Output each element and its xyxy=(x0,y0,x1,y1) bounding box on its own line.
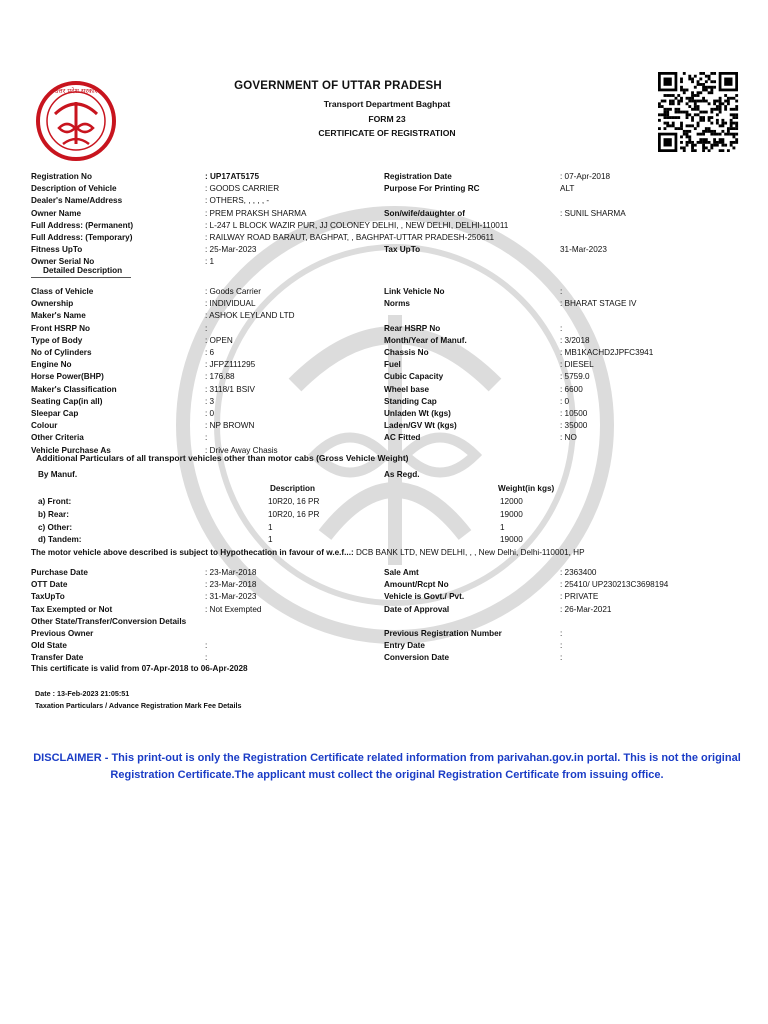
lower-date-of-approval-row xyxy=(384,599,611,617)
field-tax-upto-label: Tax UpTo xyxy=(384,245,421,255)
field-son-wife-daughter-of-value: : SUNIL SHARMA xyxy=(560,208,626,218)
field-purpose-for-printing-rc-row xyxy=(384,178,574,196)
field-tax-upto-row xyxy=(384,239,607,257)
description-column-header: Description xyxy=(270,484,316,493)
detail-type-of-body-value: : OPEN xyxy=(205,335,233,345)
lower-amount-rcpt-no-label: Amount/Rcpt No xyxy=(384,580,449,590)
lower-date-of-approval-label: Date of Approval xyxy=(384,604,450,614)
lower-old-state-value: : xyxy=(205,641,208,651)
field-purpose-for-printing-rc-value: ALT xyxy=(560,184,575,194)
lower-transfer-date-value: : xyxy=(205,653,208,663)
field-owner-name-value: : PREM PRAKSH SHARMA xyxy=(205,208,307,218)
axle-row-label: b) Rear: xyxy=(38,509,69,519)
axle-row-description: 10R20, 16 PR xyxy=(268,497,320,506)
lower-purchase-date-value: : 23-Mar-2018 xyxy=(205,568,257,577)
field-full-address-temporary-label: Full Address: (Temporary) xyxy=(31,233,133,242)
lower-taxupto-label: TaxUpTo xyxy=(31,592,65,602)
as-regd-label: As Regd. xyxy=(384,470,420,479)
field-tax-upto-value: 31-Mar-2023 xyxy=(560,245,607,255)
lower-taxupto-value: : 31-Mar-2023 xyxy=(205,592,257,602)
detail-colour-label: Colour xyxy=(31,421,58,431)
detail-norms-row xyxy=(384,293,636,311)
weight-column-header: Weight(in kgs) xyxy=(498,484,555,493)
detail-vehicle-purchase-as-value: : Drive Away Chasis xyxy=(205,445,278,455)
detail-laden-gv-wt-kgs-label: Laden/GV Wt (kgs) xyxy=(384,421,457,431)
field-dealer-s-name-address-value: : OTHERS, , , , , - xyxy=(205,196,270,206)
lower-sale-amt-value: : 2363400 xyxy=(560,568,597,577)
axle-row-label: c) Other: xyxy=(38,522,73,532)
field-registration-date-label: Registration Date xyxy=(384,172,452,181)
detailed-description-underline xyxy=(31,277,131,278)
field-full-address-permanent-value: : L-247 L BLOCK WAZIR PUR, JJ COLONEY DELHI, , NEW DELHI, DELHI-110011 xyxy=(205,220,509,230)
axle-row-description: 10R20, 16 PR xyxy=(268,509,320,519)
lower-entry-date-label: Entry Date xyxy=(384,641,425,651)
axle-row-label: d) Tandem: xyxy=(38,535,82,545)
axle-row-label: a) Front: xyxy=(38,497,72,506)
detail-ac-fitted-row xyxy=(384,427,577,445)
header-department: Transport Department Baghpat xyxy=(323,99,451,109)
detail-ac-fitted-label: AC Fitted xyxy=(384,433,421,443)
lower-vehicle-is-govt-pvt-label: Vehicle is Govt./ Pvt. xyxy=(384,592,465,602)
detail-vehicle-purchase-as-label: Vehicle Purchase As xyxy=(31,445,111,455)
axle-row-description: 1 xyxy=(268,535,273,545)
lower-tax-exempted-or-not-value: : Not Exempted xyxy=(205,604,262,614)
lower-old-state-label: Old State xyxy=(31,641,67,651)
detail-ac-fitted-value: : NO xyxy=(560,433,577,443)
detail-unladen-wt-kgs-label: Unladen Wt (kgs) xyxy=(384,409,451,418)
lower-conversion-date-label: Conversion Date xyxy=(384,653,450,663)
detailed-description-heading: Detailed Description xyxy=(43,266,123,275)
detail-norms-label: Norms xyxy=(384,299,410,309)
lower-amount-rcpt-no-value: : 25410/ UP230213C3698194 xyxy=(560,580,669,590)
field-description-of-vehicle-value: : GOODS CARRIER xyxy=(205,184,280,194)
field-owner-serial-no-label: Owner Serial No xyxy=(31,257,95,267)
detail-sleepar-cap-label: Sleepar Cap xyxy=(31,409,79,418)
detail-fuel-value: : DIESEL xyxy=(560,360,594,370)
axle-row-weight: 12000 xyxy=(500,497,523,506)
lower-sale-amt-label: Sale Amt xyxy=(384,568,419,577)
field-dealer-s-name-address-label: Dealer's Name/Address xyxy=(31,196,123,206)
lower-transfer-date-label: Transfer Date xyxy=(31,653,84,663)
detail-seating-cap-in-all-value: : 3 xyxy=(205,396,215,406)
detail-wheel-base-label: Wheel base xyxy=(384,384,430,394)
header-title: GOVERNMENT OF UTTAR PRADESH xyxy=(234,80,442,92)
detail-horse-power-bhp-value: : 176.88 xyxy=(205,372,235,382)
lower-ott-date-label: OTT Date xyxy=(31,580,68,590)
field-fitness-upto-value: : 25-Mar-2023 xyxy=(205,245,257,255)
detail-norms-value: : BHARAT STAGE IV xyxy=(560,299,637,309)
hypothecation-value: DCB BANK LTD, NEW DELHI, , , New Delhi, Delhi-110001, HP xyxy=(353,548,585,557)
detail-ownership-label: Ownership xyxy=(31,299,74,309)
detail-no-of-cylinders-value: : 6 xyxy=(205,348,215,357)
field-full-address-temporary-value: : RAILWAY ROAD BARAUT, BAGHPAT, , BAGHPAT-UTTAR PRADESH-250611 xyxy=(205,233,495,242)
by-manuf-label: By Manuf. xyxy=(38,470,78,479)
detail-sleepar-cap-value: : 0 xyxy=(205,409,215,418)
field-son-wife-daughter-of-row xyxy=(384,203,626,221)
validity-statement: This certificate is valid from 07-Apr-2018 to 06-Apr-2028 xyxy=(31,664,248,673)
detail-rear-hsrp-no-label: Rear HSRP No xyxy=(384,323,441,333)
taxation-particulars: Taxation Particulars / Advance Registration Mark Fee Details xyxy=(35,701,242,710)
disclaimer: DISCLAIMER - This print-out is only the Registration Certificate related information from parivahan.gov.in portal. This is not the original Registration Certificate.The applicant must collect the original Registration Certificate from issuing office. xyxy=(33,752,741,781)
detail-horse-power-bhp-label: Horse Power(BHP) xyxy=(31,372,104,382)
field-registration-no-label: Registration No xyxy=(31,172,92,181)
lower-conversion-date-value: : xyxy=(560,653,563,663)
detail-engine-no-label: Engine No xyxy=(31,360,72,370)
detail-chassis-no-value: : MB1KACHD2JPFC3941 xyxy=(560,348,654,357)
lower-vehicle-is-govt-pvt-value: : PRIVATE xyxy=(560,592,599,602)
detail-laden-gv-wt-kgs-value: : 35000 xyxy=(560,421,588,431)
detail-engine-no-value: : JFPZ111295 xyxy=(205,360,256,370)
lower-other-state-transfer-conversion-details-label: Other State/Transfer/Conversion Details xyxy=(31,616,187,626)
lower-date-of-approval-value: : 26-Mar-2021 xyxy=(560,604,612,614)
field-owner-name-label: Owner Name xyxy=(31,208,82,218)
additional-heading: Additional Particulars of all transport vehicles other than motor cabs (Gross Vehicle Weight) xyxy=(36,453,409,463)
detail-type-of-body-label: Type of Body xyxy=(31,335,83,345)
axle-row-weight: 19000 xyxy=(500,535,523,545)
hypothecation-label: The motor vehicle above described is subject to Hypothecation in favour of w.e.f...: xyxy=(31,548,354,557)
lower-previous-registration-number-value: : xyxy=(560,629,563,638)
print-date: Date : 13-Feb-2023 21:05:51 xyxy=(35,689,130,698)
detail-cubic-capacity-label: Cubic Capacity xyxy=(384,372,444,382)
detail-maker-s-classification-value: : 3118/1 BSIV xyxy=(205,384,255,394)
field-owner-serial-no-value: : 1 xyxy=(205,257,215,267)
detail-other-criteria-label: Other Criteria xyxy=(31,433,84,443)
detail-maker-s-name-value: : ASHOK LEYLAND LTD xyxy=(205,311,295,321)
detail-standing-cap-value: : 0 xyxy=(560,396,570,406)
detail-ownership-value: : INDIVIDUAL xyxy=(205,299,256,309)
lower-transfer-date-row xyxy=(31,647,207,665)
detail-no-of-cylinders-label: No of Cylinders xyxy=(31,348,92,357)
field-purpose-for-printing-rc-label: Purpose For Printing RC xyxy=(384,184,480,194)
field-registration-no-value: : UP17AT5175 xyxy=(205,172,260,181)
detail-standing-cap-label: Standing Cap xyxy=(384,396,437,406)
lower-purchase-date-label: Purchase Date xyxy=(31,568,88,577)
lower-previous-owner-label: Previous Owner xyxy=(31,629,94,638)
detail-class-of-vehicle-label: Class of Vehicle xyxy=(31,287,94,296)
header-form: FORM 23 xyxy=(368,114,406,124)
detail-link-vehicle-no-value: : xyxy=(560,287,563,296)
lower-tax-exempted-or-not-label: Tax Exempted or Not xyxy=(31,604,113,614)
lower-previous-registration-number-label: Previous Registration Number xyxy=(384,629,502,638)
field-full-address-permanent-label: Full Address: (Permanent) xyxy=(31,220,134,230)
detail-class-of-vehicle-value: : Goods Carrier xyxy=(205,287,261,296)
detail-chassis-no-label: Chassis No xyxy=(384,348,429,357)
header-certificate-title: CERTIFICATE OF REGISTRATION xyxy=(318,128,456,138)
axle-row-weight: 1 xyxy=(500,522,505,532)
detail-unladen-wt-kgs-value: : 10500 xyxy=(560,409,588,418)
axle-row-weight: 19000 xyxy=(500,509,523,519)
detail-front-hsrp-no-label: Front HSRP No xyxy=(31,323,90,333)
field-son-wife-daughter-of-label: Son/wife/daughter of xyxy=(384,208,465,218)
detail-cubic-capacity-value: : 5759.0 xyxy=(560,372,590,382)
lower-conversion-date-row xyxy=(384,647,562,665)
emblem-text: उत्तर प्रदेश सरकार xyxy=(54,87,98,95)
detail-seating-cap-in-all-label: Seating Cap(in all) xyxy=(31,396,103,406)
field-fitness-upto-label: Fitness UpTo xyxy=(31,245,83,255)
detail-month-year-of-manuf-label: Month/Year of Manuf. xyxy=(384,335,467,345)
field-registration-date-value: : 07-Apr-2018 xyxy=(560,172,611,181)
detail-front-hsrp-no-value: : xyxy=(205,323,208,333)
detail-colour-value: : NP BROWN xyxy=(205,421,255,431)
detail-maker-s-classification-label: Maker's Classification xyxy=(31,384,117,394)
detail-fuel-label: Fuel xyxy=(384,360,401,370)
detail-month-year-of-manuf-value: : 3/2018 xyxy=(560,335,590,345)
detail-wheel-base-value: : 6600 xyxy=(560,384,583,394)
detail-rear-hsrp-no-value: : xyxy=(560,323,563,333)
detail-link-vehicle-no-label: Link Vehicle No xyxy=(384,287,445,296)
field-description-of-vehicle-label: Description of Vehicle xyxy=(31,184,117,194)
hypothecation-line xyxy=(31,548,585,557)
lower-ott-date-value: : 23-Mar-2018 xyxy=(205,580,257,590)
axle-row-description: 1 xyxy=(268,522,273,532)
detail-maker-s-name-label: Maker's Name xyxy=(31,311,86,321)
qr-code xyxy=(656,72,740,152)
lower-entry-date-value: : xyxy=(560,641,563,651)
detail-other-criteria-value: : xyxy=(205,433,208,443)
